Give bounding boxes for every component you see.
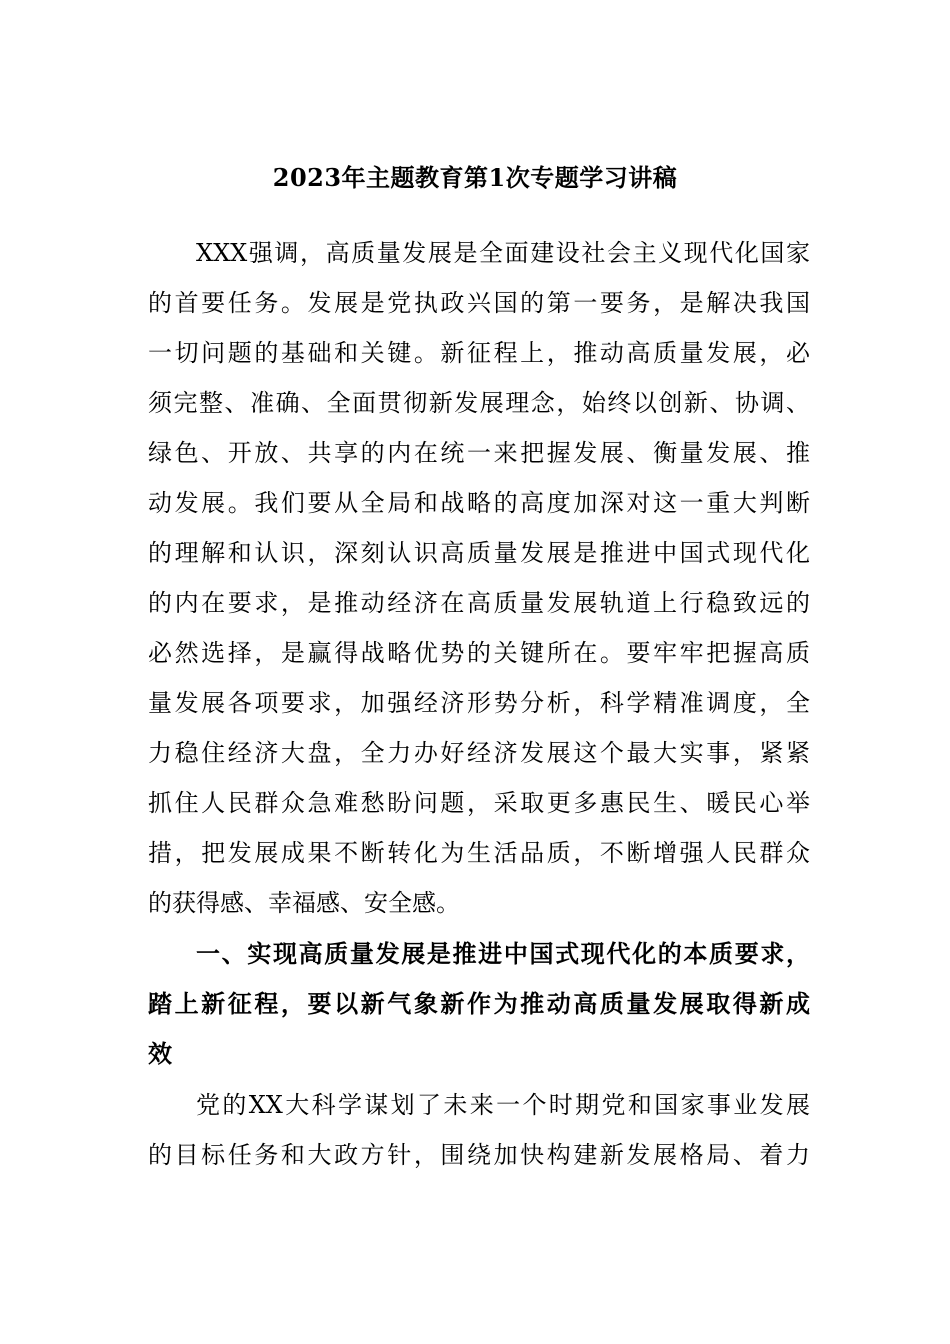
heading-line: 效: [148, 1039, 172, 1068]
intro-line: 绿色、开放、共享的内在统一来把握发展、衡量发展、推: [148, 439, 810, 467]
intro-line: 的首要任务。发展是党执政兴国的第一要务，是解决我国: [148, 289, 810, 317]
intro-line: 必然选择，是赢得战略优势的关键所在。要牢牢把握高质: [148, 639, 810, 667]
intro-line: 须完整、准确、全面贯彻新发展理念，始终以创新、协调、: [148, 389, 810, 417]
intro-line: 力稳住经济大盘，全力办好经济发展这个最大实事，紧紧: [148, 739, 810, 767]
intro-line: 的获得感、幸福感、安全感。: [148, 889, 460, 917]
section-line: 的目标任务和大政方针，围绕加快构建新发展格局、着力: [148, 1141, 810, 1169]
intro-line: XXX强调，高质量发展是全面建设社会主义现代化国家: [196, 239, 810, 267]
intro-line: 一切问题的基础和关键。新征程上，推动高质量发展，必: [148, 339, 810, 367]
intro-line: 措，把发展成果不断转化为生活品质，不断增强人民群众: [148, 839, 810, 867]
intro-line: 量发展各项要求，加强经济形势分析，科学精准调度，全: [148, 689, 810, 717]
document-title: 2023年主题教育第1次专题学习讲稿: [272, 163, 678, 192]
intro-line: 的理解和认识，深刻认识高质量发展是推进中国式现代化: [148, 539, 810, 567]
intro-line: 抓住人民群众急难愁盼问题，采取更多惠民生、暖民心举: [148, 789, 810, 817]
section-line: 党的XX大科学谋划了未来一个时期党和国家事业发展: [196, 1091, 810, 1119]
intro-line: 的内在要求，是推动经济在高质量发展轨道上行稳致远的: [148, 589, 810, 617]
heading-line: 一、实现高质量发展是推进中国式现代化的本质要求，: [196, 939, 810, 968]
heading-line: 踏上新征程，要以新气象新作为推动高质量发展取得新成: [148, 989, 810, 1018]
intro-line: 动发展。我们要从全局和战略的高度加深对这一重大判断: [148, 489, 810, 517]
